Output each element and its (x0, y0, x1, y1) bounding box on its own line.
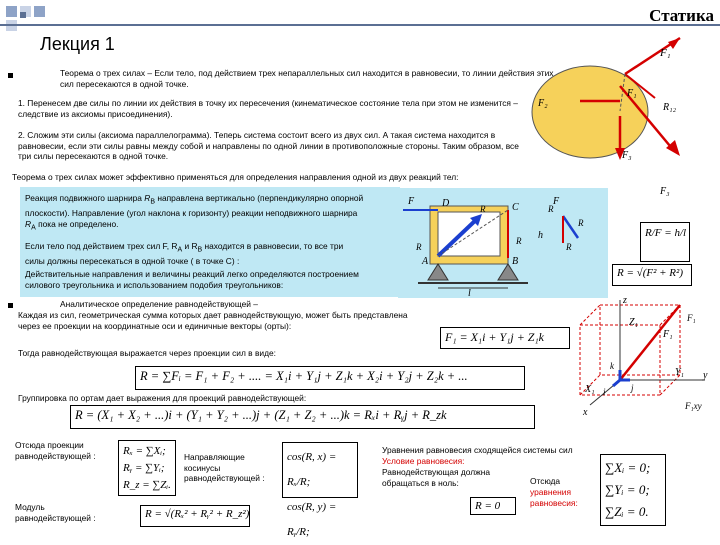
r12-label: R₁₂ (663, 102, 677, 113)
bullet (8, 303, 13, 308)
z-label: z (623, 295, 627, 306)
equations-label: уравнения равновесия: (530, 487, 578, 508)
l-label: l (468, 288, 471, 299)
then-text: Тогда равнодействующая выражается через проекции сил в виде: (18, 348, 276, 358)
equations-formula: ∑Xᵢ = 0; ∑Yᵢ = 0; ∑Zᵢ = 0. (600, 454, 666, 526)
r-label: R (548, 204, 554, 214)
zero-formula: R = 0 (470, 497, 516, 515)
header-rule (0, 24, 720, 26)
z1-label: Z₁ (629, 317, 639, 328)
j-label: j (631, 383, 634, 393)
ratio-formula: R/F = h/l (640, 222, 690, 262)
f3-label: F₃ (660, 186, 670, 197)
group-formula: R = (X₁ + X₂ + ...)i + (Y₁ + Y₂ + ...)j + (Z₁ + Z₂ + ...)k = Rₓi + Rᵧj + R_zk (70, 405, 535, 429)
reaction-paragraph-2: Если тело под действием трех сил F, $R_A$ и $R_B$ находится в равновесии, то все три силы должны пересекаться в одной точке ( в точке C) : (25, 241, 344, 267)
analytic-heading: Аналитическое определение равнодействующей – (60, 299, 258, 309)
decor-square (6, 6, 17, 17)
f1xy-label: F₁xy (685, 401, 702, 411)
decor-square (20, 12, 26, 18)
f1-label: F₁ (660, 47, 671, 59)
a-label: A (422, 256, 429, 267)
projections-formula: Rₓ = ∑Xᵢ; Rᵧ = ∑Yᵢ; R_z = ∑Zᵢ. (118, 440, 176, 496)
f1-label: F₁ (687, 313, 696, 323)
equilibrium-condition: Условие равновесия: (382, 456, 465, 466)
magnitude-formula: R = √(F² + R²) (612, 264, 692, 286)
reaction-paragraph-1: Реакция подвижного шарнира $R_B$ направлена вертикально (перпендикулярно опорной плоскости). Направление (угол наклона к горизонту) реакции неподвижного шарнира $R_A$ пока не определено. (25, 193, 364, 232)
cosines-formula: cos(R, x) = Rₓ/R; cos(R, y) = Rᵧ/R; (282, 442, 358, 498)
f3-label: F₃ (622, 150, 632, 161)
r-label: R (516, 236, 522, 246)
f2-label: F₂ (538, 98, 548, 109)
decor-square (34, 6, 45, 17)
equilibrium-title: Уравнения равновесия сходящейся системы сил (382, 445, 573, 455)
i-label: i (603, 387, 606, 397)
c-label: C (512, 202, 519, 213)
bullet (8, 73, 13, 78)
r-label: R (416, 242, 422, 252)
page-title: Статика (649, 6, 714, 25)
cosines-label: Направляющие косинусы равнодействующей : (184, 452, 265, 483)
r-label: R (566, 242, 572, 252)
r-label: R (480, 204, 486, 214)
d-label: D (442, 198, 450, 209)
lecture-title: Лекция 1 (40, 34, 115, 54)
f-label: F (553, 196, 560, 207)
f1-label: F₁ (627, 88, 637, 99)
three-forces-figure (520, 36, 715, 196)
theorem-text: Теорема о трех силах – Если тело, под действием трех непараллельных сил находится в равновесии, то линии действия этих сил пересекаются в одной точке. (60, 68, 554, 89)
r-label: R (578, 218, 584, 228)
y1-label: Y₁ (675, 367, 685, 378)
cube-figure (555, 295, 715, 430)
theorem-step-1: 1. Перенесем две силы по линии их действия в точку их пересечения (кинематическое состояние тела при этом не изменится – следствие из аксиомы присоединения). (18, 98, 518, 119)
analytic-body: Каждая из сил, геометрическая сумма которых дает равнодействующую, может быть представлена через ее проекции на координатные оси и единичные векторы (орты): (18, 310, 408, 331)
theorem-usage: Теорема о трех силах может эффективно применяться для определения направления одной из двух реакций тел: (12, 172, 459, 182)
from-label: Отсюда (530, 476, 561, 486)
b-label: B (512, 256, 519, 267)
x1-label: X₁ (585, 384, 595, 395)
projections-label: Отсюда проекции равнодействующей : (15, 440, 96, 461)
sum-formula: R = ∑Fᵢ = F₁ + F₂ + .... = X₁i + Y₁j + Z₁k + X₂i + Y₂j + Z₂k + ... (135, 366, 525, 390)
beam-figure (398, 188, 608, 298)
modulus-formula: R = √(Rₓ² + Rᵧ² + R_z²) (140, 505, 250, 527)
reaction-paragraph-3: Действительные направления и величины реакций легко определяются построением силового треугольника и использованием подобия треугольников: (25, 269, 359, 290)
f1-label: F₁ (663, 329, 673, 340)
theorem-step-2: 2. Сложим эти силы (аксиома параллелограмма). Теперь система состоит всего из двух сил. А такая система находится в равновесии, если эти силы равны между собой и направлены по одной линии в противоположные стороны. Таким образом, все три силы пересекаются в одной точке. (18, 130, 519, 161)
x-label: x (583, 407, 588, 418)
y-label: y (703, 370, 708, 381)
h-label: h (538, 230, 543, 241)
f-label: F (408, 196, 415, 207)
group-text: Группировка по ортам дает выражения для проекций равнодействующей: (18, 393, 307, 403)
modulus-label: Модуль равнодействующей : (15, 502, 96, 523)
k-label: k (610, 361, 614, 371)
projection-formula: F₁ = X₁i + Y₁j + Z₁k (440, 327, 570, 349)
equilibrium-text: Равнодействующая должна обращаться в ноль: (382, 467, 491, 488)
